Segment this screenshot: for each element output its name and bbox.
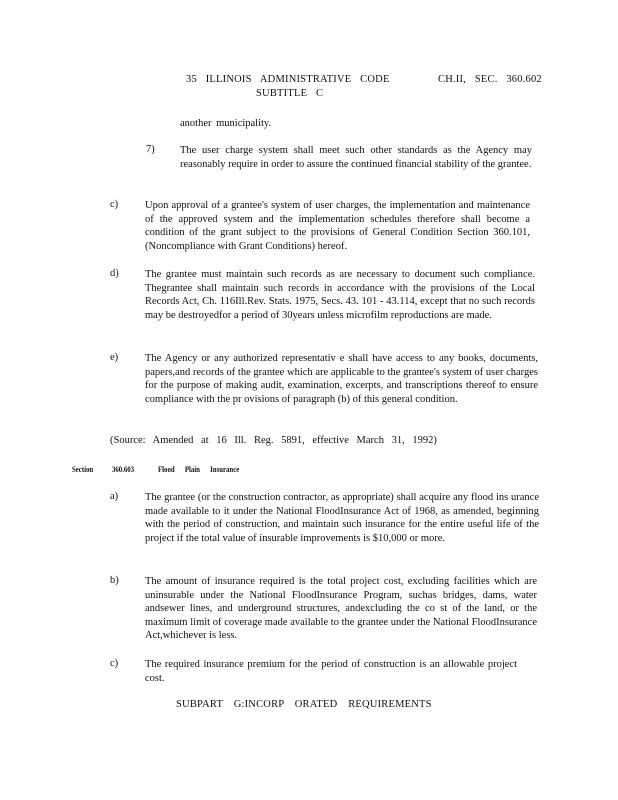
source-note: (Source: Amended at 16 Ill. Reg. 5891, effective March 31, 1992) <box>110 435 437 446</box>
item-c-text: Upon approval of a grantee's system of user charges, the implementation and maintenance of the approved system and the implementation schedules therefore shall become a condition of the grant subject to the provisions of General Condition Section 360.101, (Noncompliance with Grant Conditions) hereof. <box>145 200 530 252</box>
section-title: Flood Plain Insurance <box>158 465 240 474</box>
flood-item-c-marker: c) <box>110 658 119 669</box>
item-d-text: The grantee must maintain such records as are necessary to document such compliance. Thegrantee shall maintain such records in accordance with the provisions of the Local Records Act, Ch. 116Ill.Rev. Stats. 1975, Secs. 43. 101 - 43.114, except that no such records may be destroyedfor a period of 30years unless microfilm reproductions are made. <box>145 269 535 321</box>
flood-item-a-text: The grantee (or the construction contractor, as appropriate) shall acquire any flood ins urance made available to it under the National FloodInsurance Act of 1968, as amended, beginning with the period of construction, and maintain such insurance for the entire useful life of the project if the total value of insurable improvements is $10,000 or more. <box>145 492 539 544</box>
flood-item-b-marker: b) <box>110 575 119 586</box>
header-code-title: 35 ILLINOIS ADMINISTRATIVE CODE <box>186 74 390 85</box>
item-c-marker: c) <box>110 199 119 210</box>
flood-item-c-text: The required insurance premium for the period of construction is an allowable project cost. <box>145 659 517 684</box>
header-subtitle: SUBTITLE C <box>256 88 324 99</box>
item-e-text: The Agency or any authorized representativ e shall have access to any books, documents, papers,and records of the grantee which are applicable to the grantee's system of user charges for the purpose of making audit, examination, excerpts, and transcriptions thereof to ensure compliance with the pr ovisions of paragraph (b) of this general condition. <box>145 353 538 405</box>
header-chapter-section: CH.II, SEC. 360.602 <box>438 74 542 85</box>
section-number: 360.603 <box>112 465 135 474</box>
item-e-marker: e) <box>110 352 119 363</box>
item-7-marker: 7) <box>146 144 155 155</box>
section-label: Section <box>72 465 94 474</box>
item-d-marker: d) <box>110 268 119 279</box>
flood-item-a-marker: a) <box>110 491 119 502</box>
flood-item-b-text: The amount of insurance required is the total project cost, excluding facilities which are uninsurable under the National FloodInsurance Program, suchas bridges, dams, water andsewer lines, and underground structures, andexcluding the co st of the land, or the maximum limit of coverage made available to the grantee under the National FloodInsurance Act,whichever is less. <box>145 576 537 642</box>
item-7-text: The user charge system shall meet such other standards as the Agency may reasonably require in order to assure the continued financial stability of the grantee. <box>180 145 532 170</box>
subpart-heading: SUBPART G:INCORP ORATED REQUIREMENTS <box>176 699 432 710</box>
intro-line: another municipality. <box>180 118 272 129</box>
